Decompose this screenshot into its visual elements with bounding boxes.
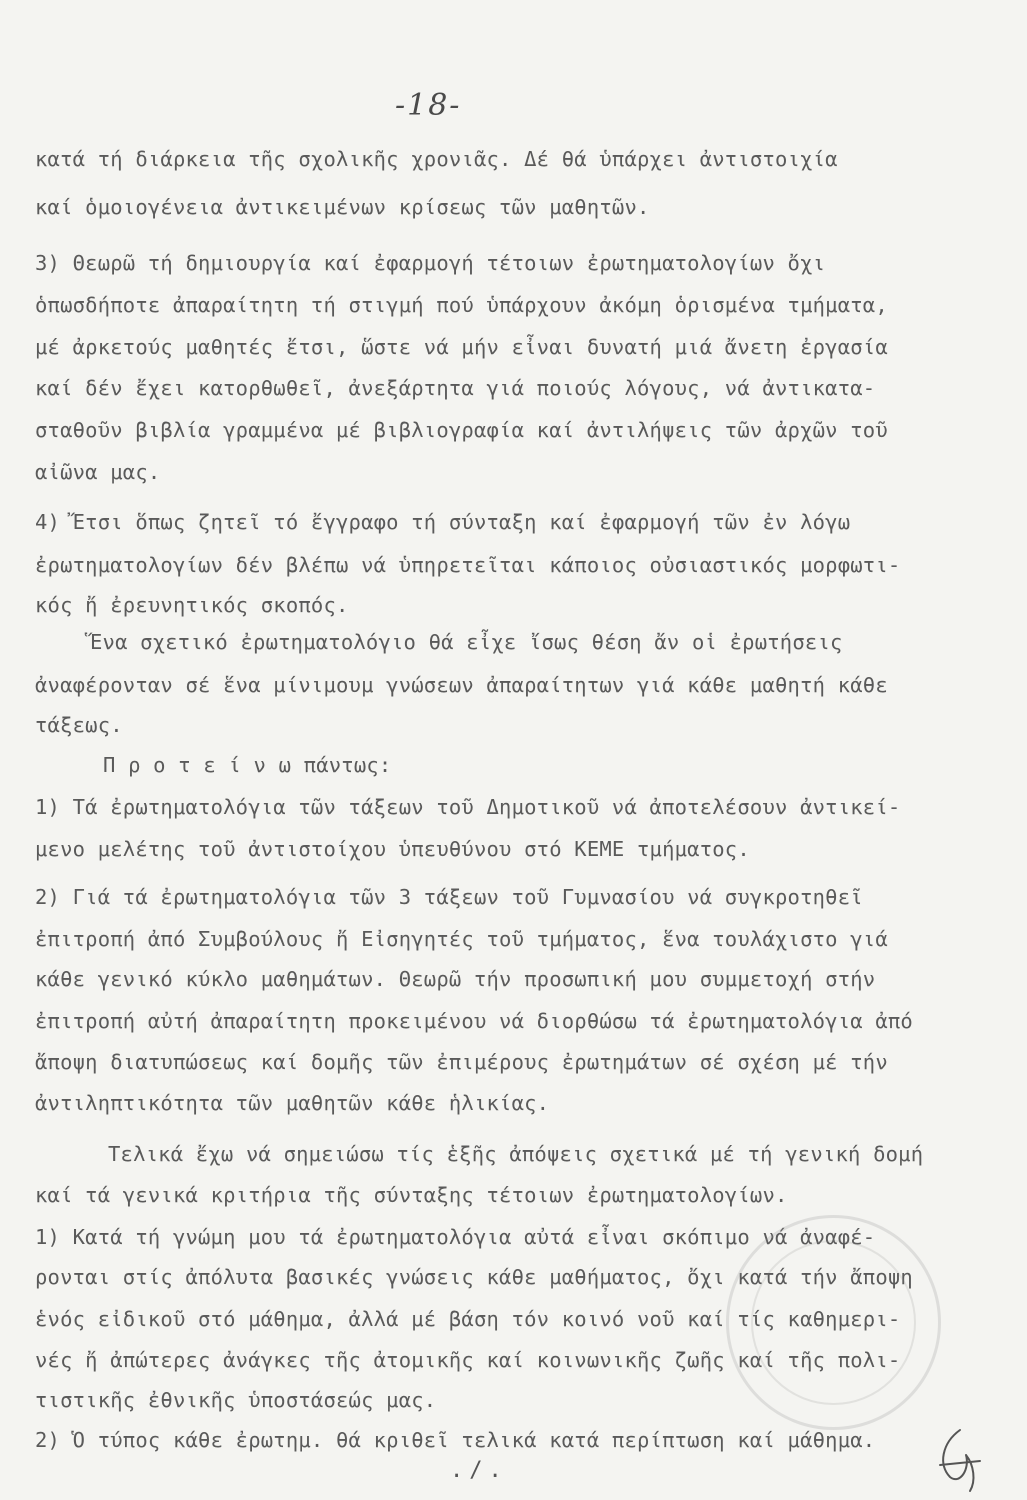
text-line: 1) Τά ἐρωτηματολόγια τῶν τάξεων τοῦ Δημοτικοῦ νά ἀποτελέσουν ἀντικεί-	[35, 795, 901, 819]
text-line: ἑνός εἰδικοῦ στό μάθημα, ἀλλά μέ βάση τόν κοινό νοῦ καί τίς καθημερι-	[35, 1307, 901, 1331]
text-line: ἐπιτροπή αὐτή ἀπαραίτητη προκειμένου νά διορθώσω τά ἐρωτηματολόγια ἀπό	[35, 1009, 913, 1033]
text-line: αἰῶνα μας.	[35, 460, 161, 484]
text-line: ἄποψη διατυπώσεως καί δομῆς τῶν ἐπιμέρους ἐρωτημάτων σέ σχέση μέ τήν	[35, 1050, 888, 1074]
text-line: σταθοῦν βιβλία γραμμένα μέ βιβλιογραφία καί ἀντιλήψεις τῶν ἀρχῶν τοῦ	[35, 418, 888, 442]
page-number: -18-	[395, 88, 462, 123]
text-line: κός ἤ ἐρευνητικός σκοπός.	[35, 593, 349, 617]
text-line: Π ρ ο τ ε ί ν ω πάντως:	[103, 753, 392, 777]
text-line: ρονται στίς ἀπόλυτα βασικές γνώσεις κάθε μαθήματος, ὄχι κατά τήν ἄποψη	[35, 1265, 913, 1289]
text-line: μενο μελέτης τοῦ ἀντιστοίχου ὑπευθύνου στό ΚΕΜΕ τμήματος.	[35, 837, 750, 861]
faded-stamp	[726, 1215, 941, 1430]
text-line: 4) Ἔτσι ὅπως ζητεῖ τό ἔγγραφο τή σύνταξη καί ἐφαρμογή τῶν ἐν λόγω	[35, 510, 851, 534]
text-line: ὁπωσδήποτε ἀπαραίτητη τή στιγμή πού ὑπάρχουν ἀκόμη ὁρισμένα τμήματα,	[35, 293, 888, 317]
continuation-mark: ./.	[450, 1458, 508, 1483]
text-line: 2) Ὁ τύπος κάθε ἐρωτημ. θά κριθεῖ τελικά κατά περίπτωση καί μάθημα.	[35, 1428, 876, 1452]
signature-mark	[930, 1425, 990, 1495]
text-line: τάξεως.	[35, 713, 123, 737]
text-line: ἀναφέρονταν σέ ἕνα μίνιμουμ γνώσεων ἀπαραίτητων γιά κάθε μαθητή κάθε	[35, 673, 888, 697]
text-line: νές ἤ ἀπώτερες ἀνάγκες τῆς ἀτομικῆς καί κοινωνικῆς ζωῆς καί τῆς πολι-	[35, 1348, 901, 1372]
text-line: ἀντιληπτικότητα τῶν μαθητῶν κάθε ἡλικίας.	[35, 1091, 550, 1115]
text-line: 2) Γιά τά ἐρωτηματολόγια τῶν 3 τάξεων τοῦ Γυμνασίου νά συγκροτηθεῖ	[35, 885, 863, 909]
text-line: κάθε γενικό κύκλο μαθημάτων. Θεωρῶ τήν προσωπική μου συμμετοχή στήν	[35, 967, 876, 991]
text-line: καί δέν ἔχει κατορθωθεῖ, ἀνεξάρτητα γιά ποιούς λόγους, νά ἀντικατα-	[35, 376, 876, 400]
text-line: τιστικῆς ἐθνικῆς ὑποστάσεώς μας.	[35, 1388, 437, 1412]
text-line: κατά τή διάρκεια τῆς σχολικῆς χρονιᾶς. Δέ θά ὑπάρχει ἀντιστοιχία	[35, 147, 838, 171]
text-line: Τελικά ἔχω νά σημειώσω τίς ἑξῆς ἀπόψεις σχετικά μέ τή γενική δομή	[108, 1142, 924, 1166]
text-line: 1) Κατά τή γνώμη μου τά ἐρωτηματολόγια αὐτά εἶναι σκόπιμο νά ἀναφέ-	[35, 1225, 876, 1249]
text-line: καί ὁμοιογένεια ἀντικειμένων κρίσεως τῶν μαθητῶν.	[35, 195, 650, 219]
text-line: Ἕνα σχετικό ἐρωτηματολόγιο θά εἶχε ἴσως θέση ἄν οἱ ἐρωτήσεις	[90, 630, 843, 654]
text-line: καί τά γενικά κριτήρια τῆς σύνταξης τέτοιων ἐρωτηματολογίων.	[35, 1183, 788, 1207]
text-line: μέ ἀρκετούς μαθητές ἔτσι, ὥστε νά μήν εἶναι δυνατή μιά ἄνετη ἐργασία	[35, 335, 888, 359]
text-line: ἐρωτηματολογίων δέν βλέπω νά ὑπηρετεῖται κάποιος οὐσιαστικός μορφωτι-	[35, 553, 901, 577]
text-line: ἐπιτροπή ἀπό Συμβούλους ἤ Εἰσηγητές τοῦ τμήματος, ἕνα τουλάχιστο γιά	[35, 927, 888, 951]
text-line: 3) Θεωρῶ τή δημιουργία καί ἐφαρμογή τέτοιων ἐρωτηματολογίων ὄχι	[35, 251, 826, 275]
